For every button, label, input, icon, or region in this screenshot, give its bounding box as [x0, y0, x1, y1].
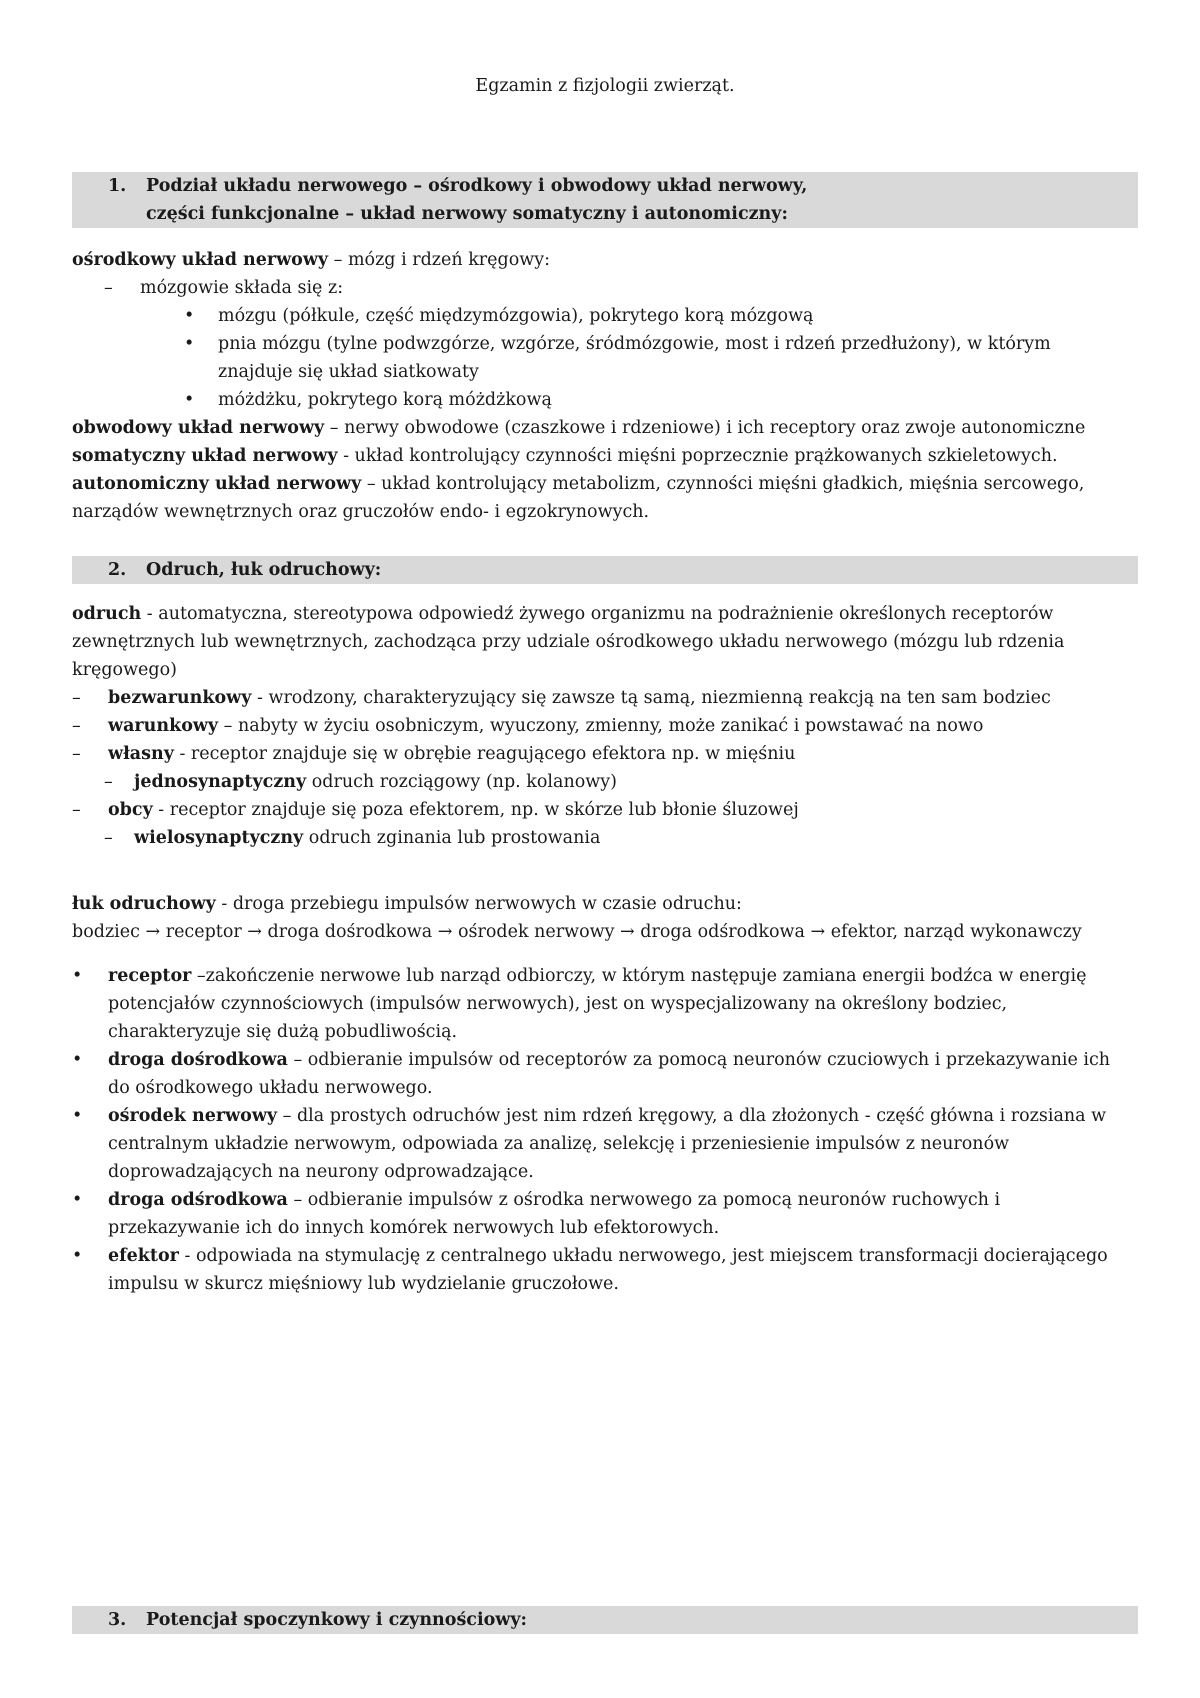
reflex-type-item	[72, 740, 1138, 768]
reflex-subtype-text: odruch rozciągowy (np. kolanowy)	[306, 772, 617, 792]
arc-element-text: – dla prostych odruchów jest nim rdzeń kręgowy, a dla złożonych - część główna i rozsiana w	[277, 1106, 1107, 1126]
dash-icon: –	[72, 744, 81, 764]
reflex-line-3: kręgowego)	[72, 660, 177, 680]
section-title-line-2: części funkcjonalne – układ nerwowy somatyczny i autonomiczny:	[146, 204, 788, 224]
section-heading-3	[72, 1606, 1138, 1634]
arc-element-text: –zakończenie nerwowe lub narząd odbiorczy, w którym następuje zamiana energii bodźca w energię	[191, 966, 1087, 986]
dash-icon: –	[104, 772, 113, 792]
brain-item	[72, 302, 1138, 330]
reflex-definition-text: - automatyczna, stereotypowa odpowiedź żywego organizmu na podrażnienie określonych receptorów	[141, 604, 1054, 624]
section-title-line-1: Podział układu nerwowego – ośrodkowy i obwodowy układ nerwowy,	[146, 176, 808, 196]
autonomic-paragraph	[72, 470, 1138, 498]
reflex-arc-elements	[72, 962, 1138, 1298]
arc-element-item	[72, 1242, 1138, 1298]
reflex-arc-text: - droga przebiegu impulsów nerwowych w czasie odruchu:	[215, 894, 742, 914]
brain-item	[72, 330, 1138, 358]
arc-element-text: impulsu w skurcz mięśniowy lub wydzielanie gruczołowe.	[108, 1274, 619, 1294]
arc-element-item	[72, 962, 1138, 1046]
term-reflex-subtype: jednosynaptyczny	[134, 772, 307, 792]
dash-icon: –	[72, 716, 81, 736]
arc-element-text: centralnym układzie nerwowym, odpowiada za analizę, selekcję i przeniesienie impulsów z neuronów	[108, 1134, 1010, 1154]
bullet-icon: •	[72, 1050, 83, 1070]
bullet-icon: •	[72, 1246, 83, 1266]
somatic-paragraph	[72, 442, 1138, 470]
term-reflex-type: obcy	[108, 800, 153, 820]
term-reflex-type: bezwarunkowy	[108, 688, 252, 708]
autonomic-definition: – układ kontrolujący metabolizm, czynności mięśni gładkich, mięśnia sercowego,	[361, 474, 1085, 494]
term-arc-element: droga odśrodkowa	[108, 1190, 288, 1210]
bullet-icon: •	[72, 1190, 83, 1210]
dash-icon: –	[72, 688, 81, 708]
term-arc-element: ośrodek nerwowy	[108, 1106, 278, 1126]
term-cns: ośrodkowy układ nerwowy	[72, 250, 329, 270]
reflex-arc	[72, 890, 1138, 946]
cns-definition: – mózg i rdzeń kręgowy:	[328, 250, 551, 270]
term-reflex-type: warunkowy	[108, 716, 219, 736]
bullet-icon: •	[72, 1106, 83, 1126]
section-title-line-1: Potencjał spoczynkowy i czynnościowy:	[146, 1610, 527, 1630]
term-arc-element: droga dośrodkowa	[108, 1050, 288, 1070]
arc-element-text: – odbieranie impulsów od receptorów za pomocą neuronów czuciowych i przekazywanie ich	[287, 1050, 1111, 1070]
arc-element-text: – odbieranie impulsów z ośrodka nerwowego za pomocą neuronów ruchowych i	[287, 1190, 1001, 1210]
reflex-type-item	[72, 684, 1138, 712]
arc-element-text: przekazywanie ich do innych komórek nerwowych lub efektorowych.	[108, 1218, 720, 1238]
brain-item	[72, 386, 1138, 414]
arc-element-text: charakteryzuje się dużą pobudliwością.	[108, 1022, 458, 1042]
section-title-line-1: Odruch, łuk odruchowy:	[146, 560, 382, 580]
term-pns: obwodowy układ nerwowy	[72, 418, 325, 438]
arc-element-text: - odpowiada na stymulację z centralnego układu nerwowego, jest miejscem transformacji docierającego	[178, 1246, 1108, 1266]
brain-item-continuation: znajduje się układ siatkowaty	[218, 362, 479, 382]
reflex-arc-definition	[72, 890, 1138, 918]
reflex-type-text: - wrodzony, charakteryzujący się zawsze tą samą, niezmienną reakcją na ten sam bodziec	[251, 688, 1051, 708]
section-number: 1.	[108, 176, 127, 196]
reflex-type-text: - receptor znajduje się w obrębie reagującego efektora np. w mięśniu	[173, 744, 796, 764]
term-reflex: odruch	[72, 604, 142, 624]
brain-item-text: móżdżku, pokrytego korą móżdżkową	[218, 390, 552, 410]
somatic-definition: - układ kontrolujący czynności mięśni poprzecznie prążkowanych szkieletowych.	[337, 446, 1058, 466]
cns-paragraph	[72, 246, 1138, 274]
reflex-arc-chain: bodziec → receptor → droga dośrodkowa → ośrodek nerwowy → droga odśrodkowa → efektor, narząd wykonawczy	[72, 922, 1082, 942]
section-number: 3.	[108, 1610, 127, 1630]
reflex-definition	[72, 600, 1138, 852]
arc-element-text: doprowadzających na neurony odprowadzające.	[108, 1162, 534, 1182]
reflex-subtype-text: odruch zginania lub prostowania	[303, 828, 601, 848]
pns-paragraph	[72, 414, 1138, 442]
dash-icon: –	[72, 800, 81, 820]
section-number: 2.	[108, 560, 127, 580]
reflex-subtype-item	[72, 824, 1138, 852]
term-reflex-subtype: wielosynaptyczny	[134, 828, 304, 848]
document-title: Egzamin z fizjologii zwierząt.	[475, 76, 735, 96]
brain-item-text: pnia mózgu (tylne podwzgórze, wzgórze, śródmózgowie, most i rdzeń przedłużony), w którym	[218, 334, 1051, 354]
brain-item-text: mózgu (półkule, część międzymózgowia), pokrytego korą mózgową	[218, 306, 814, 326]
arc-element-text: do ośrodkowego układu nerwowego.	[108, 1078, 433, 1098]
bullet-icon: •	[184, 390, 195, 410]
reflex-line-2: zewnętrznych lub wewnętrznych, zachodząca przy udziale ośrodkowego układu nerwowego (mózgu lub rdzenia	[72, 632, 1065, 652]
arc-element-item	[72, 1186, 1138, 1242]
section-1-body	[72, 246, 1138, 526]
bullet-icon: •	[184, 334, 195, 354]
section-heading-1	[72, 172, 1138, 228]
term-somatic: somatyczny układ nerwowy	[72, 446, 338, 466]
reflex-line-1	[72, 600, 1138, 628]
term-reflex-arc: łuk odruchowy	[72, 894, 216, 914]
autonomic-paragraph-cont: narządów wewnętrznych oraz gruczołów endo- i egzokrynowych.	[72, 502, 650, 522]
term-autonomic: autonomiczny układ nerwowy	[72, 474, 362, 494]
term-arc-element: receptor	[108, 966, 192, 986]
dash-icon: –	[104, 278, 113, 298]
term-arc-element: efektor	[108, 1246, 179, 1266]
reflex-type-text: – nabyty w życiu osobniczym, wyuczony, zmienny, może zanikać i powstawać na nowo	[218, 716, 984, 736]
reflex-type-item	[72, 712, 1138, 740]
reflex-type-item	[72, 796, 1138, 824]
pns-definition: – nerwy obwodowe (czaszkowe i rdzeniowe) i ich receptory oraz zwoje autonomiczne	[324, 418, 1086, 438]
dash-icon: –	[104, 828, 113, 848]
section-heading-2	[72, 556, 1138, 584]
brain-intro-item	[72, 274, 1138, 302]
reflex-type-text: - receptor znajduje się poza efektorem, np. w skórze lub błonie śluzowej	[152, 800, 799, 820]
bullet-icon: •	[72, 966, 83, 986]
arc-element-item	[72, 1046, 1138, 1102]
term-reflex-type: własny	[108, 744, 174, 764]
reflex-subtype-item	[72, 768, 1138, 796]
bullet-icon: •	[184, 306, 195, 326]
arc-element-text: potencjałów czynnościowych (impulsów nerwowych), jest on wyspecjalizowany na określony bodziec,	[108, 994, 1008, 1014]
brain-intro-text: mózgowie składa się z:	[140, 278, 344, 298]
arc-element-item	[72, 1102, 1138, 1186]
